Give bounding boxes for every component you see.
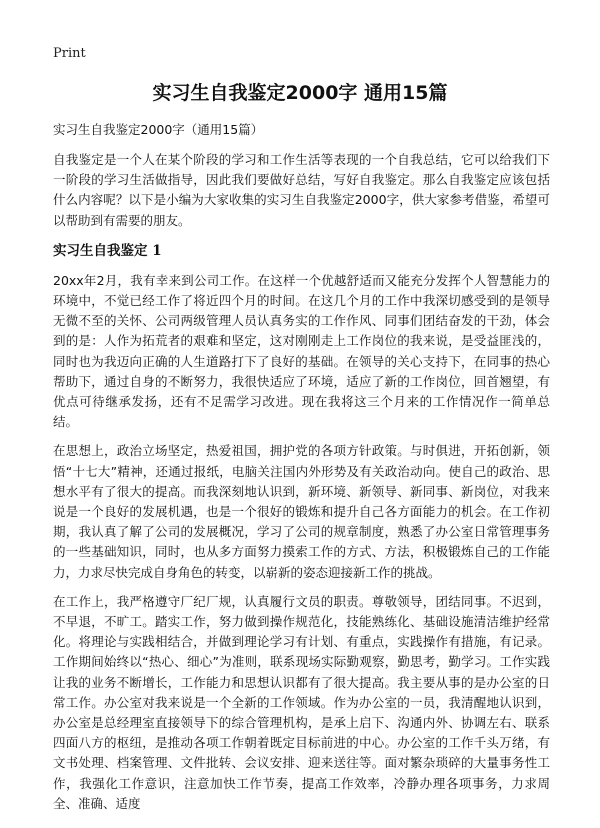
document-body (53, 150, 550, 823)
document-subtitle: 实习生自我鉴定2000字（通用15篇） (53, 122, 264, 137)
body-paragraph: 在思想上，政治立场坚定，热爱祖国，拥护党的各项方针政策。与时俱进，开拓创新，领悟“十七大”精神，还通过报纸，电脑关注国内外形势及有关政治动向。使自己的政治、思想水平有了很大的提高。而我深刻地认识到，新环境、新领导、新同事、新岗位，对我来说是一个良好的发展机遇，也是一个很好的锻炼和提升自己各方面能力的机会。在工作初期，我认真了解了公司的发展概况，学习了公司的规章制度，熟悉了办公室日常管理事务的一些基础知识，同时，也从多方面努力摸索工作的方式、方法，积极锻炼自己的工作能力，力求尽快完成自身角色的转变，以崭新的姿态迎接新工作的挑战。 (53, 443, 550, 580)
body-paragraph: 20xx年2月，我有幸来到公司工作。在这样一个优越舒适而又能充分发挥个人智慧能力的环境中，不觉已经工作了将近四个月的时间。在这几个月的工作中我深切感受到的是领导无微不至的关怀、公司两级管理人员认真务实的工作作风、同事们团结奋发的干劲，体会到的是：人作为拓荒者的艰难和坚定，这对刚刚走上工作岗位的我来说，是受益匪浅的，同时也为我迈向正确的人生道路打下了良好的基础。在领导的关心支持下，在同事的热心帮助下，通过自身的不断努力，我很快适应了环境，适应了新的工作岗位，回首翘望，有优点可待继承发扬，还有不足需学习改进。现在我将这三个月来的工作情况作一简单总结。 (53, 272, 550, 430)
document-title: 实习生自我鉴定2000字 通用15篇 (152, 82, 448, 104)
intro-paragraph: 自我鉴定是一个人在某个阶段的学习和工作生活等表现的一个自我总结，它可以给我们下一阶段的学习生活做指导，因此我们要做好总结，写好自我鉴定。那么自我鉴定应该包括什么内容呢？以下是小编为大家收集的实习生自我鉴定2000字，供大家参考借鉴，希望可以帮助到有需要的朋友。 (53, 152, 550, 228)
print-link[interactable]: Print (53, 46, 86, 61)
body-paragraph: 在工作上，我严格遵守厂纪厂规，认真履行文员的职责。尊敬领导，团结同事。不迟到，不早退，不旷工。踏实工作，努力做到操作规范化，技能熟练化、基础设施清洁维护经常化。将理论与实践相结合，并做到理论学习有计划、有重点，实践操作有措施，有记录。工作期间始终以“热心、细心”为准则，联系现场实际勤观察，勤思考，勤学习。工作实践让我的业务不断增长，工作能力和思想认识都有了很大提高。我主要从事的是办公室的日常工作。办公室对我来说是一个全新的工作领域。作为办公室的一员，我清醒地认识到，办公室是总经理室直接领导下的综合管理机构，是承上启下、沟通内外、协调左右、联系四面八方的枢纽，是推动各项工作朝着既定目标前进的中心。办公室的工作千头万绪，有文书处理、档案管理、文件批转、会议安排、迎来送往等。面对繁杂琐碎的大量事务性工作，我强化工作意识，注意加快工作节奏，提高工作效率，冷静办理各项事务，力求周全、准确、适度 (53, 593, 550, 811)
section-heading: 实习生自我鉴定 1 (53, 242, 162, 259)
